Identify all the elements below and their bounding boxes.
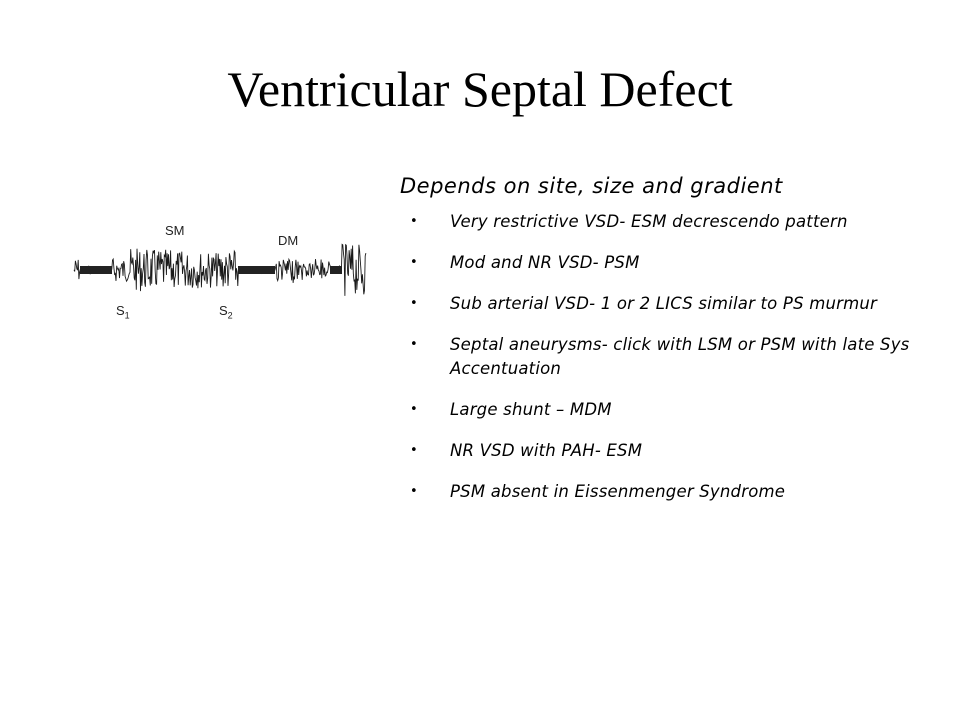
bullet-text: Large shunt – MDM [450,400,612,419]
bullet-marker: • [410,443,418,458]
bullet-item [400,210,920,234]
bullet-item [400,333,920,381]
bullet-text: Very restrictive VSD- ESM decrescendo pattern [450,212,848,231]
s2-letter: S [219,303,228,318]
baseline-band [330,266,342,274]
bullet-item [400,439,920,463]
content-area [400,174,920,521]
bullet-marker: • [410,255,418,270]
bullet-marker: • [410,484,418,499]
bullet-marker: • [410,337,418,352]
dm-label: DM [278,233,299,248]
bullet-text: PSM absent in Eissenmenger Syndrome [450,482,786,501]
bullet-text: Sub arterial VSD- 1 or 2 LICS similar to PS murmur [450,294,878,313]
bullet-text: Mod and NR VSD- PSM [450,253,640,272]
s2-label [219,304,233,321]
bullet-item [400,398,920,422]
slide-title: Ventricular Septal Defect [227,61,733,117]
phonocardiogram-figure [70,212,370,330]
s2-subscript: 2 [227,310,233,321]
bullet-item [400,480,920,504]
bullet-list [400,210,920,504]
bullet-text: Septal aneurysms- click with LSM or PSM with late Sys Accentuation [450,335,910,378]
bullet-marker: • [410,402,418,417]
bullet-item [400,251,920,275]
s1-label [116,304,130,321]
subheading: Depends on site, size and gradient [400,174,783,198]
bullet-marker: • [410,296,418,311]
s1-subscript: 1 [124,310,130,321]
baseline-band [80,266,112,274]
bullet-text: NR VSD with PAH- ESM [450,441,643,460]
sm-label: SM [165,223,185,238]
waveform-path [74,244,366,296]
bullet-item [400,292,920,316]
s1-letter: S [116,303,125,318]
baseline-band [238,266,275,274]
bullet-marker: • [410,214,418,229]
